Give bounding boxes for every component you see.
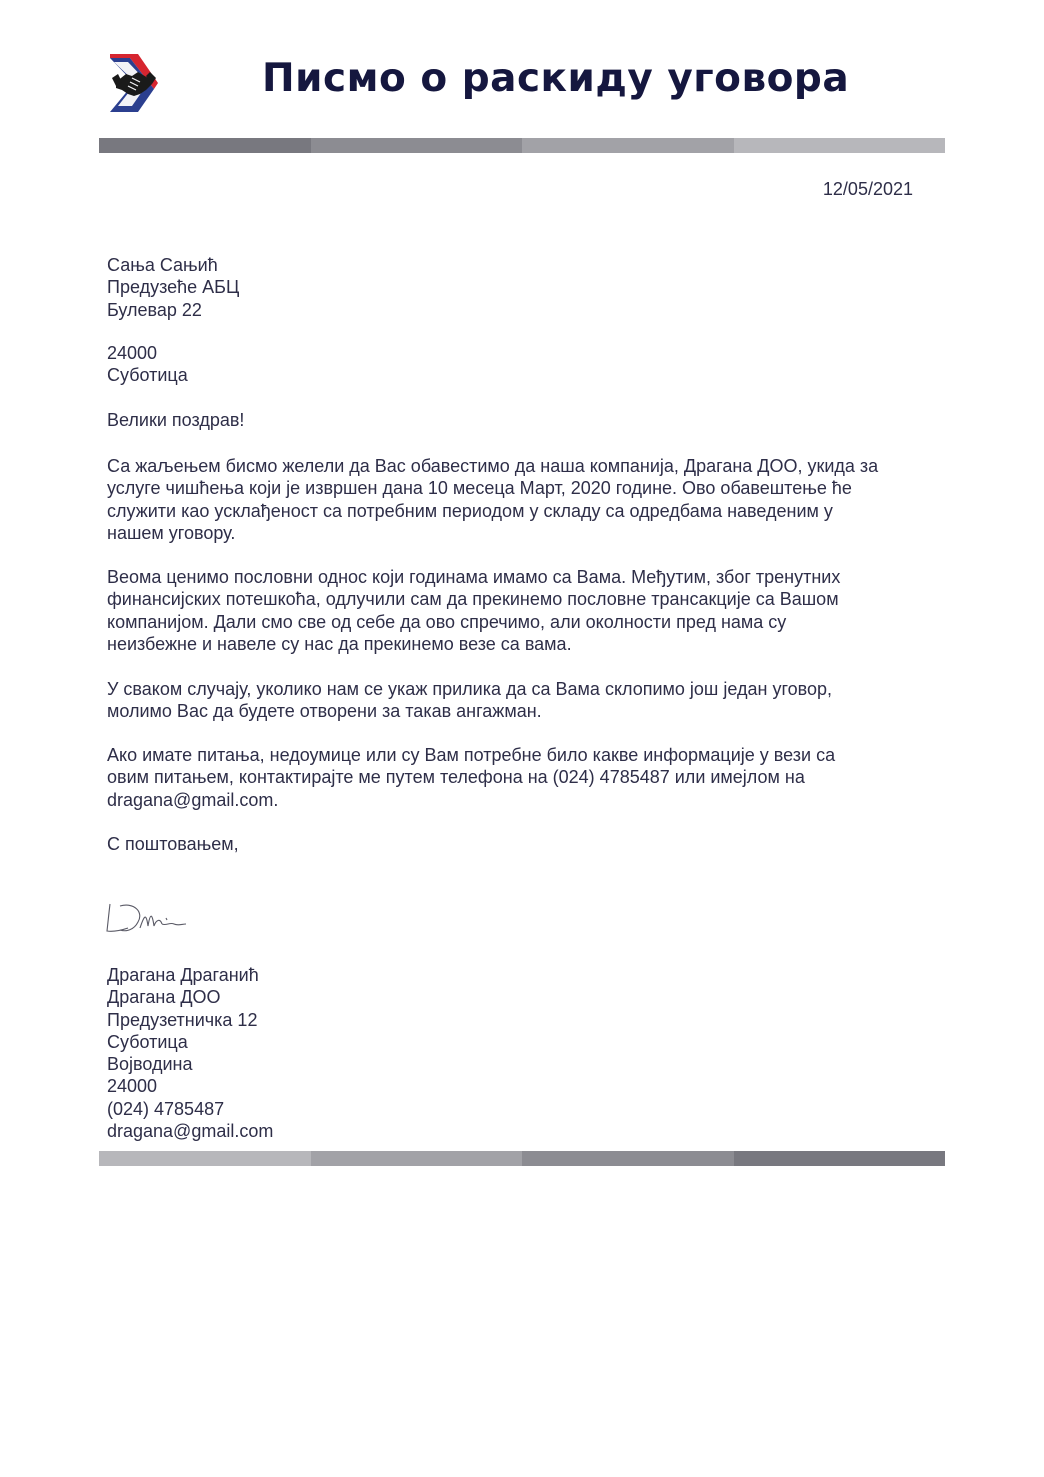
paragraph-line: Са жаљењем бисмо желели да Вас обавестимо да наша компанија, Драгана ДОО, укида за (107, 456, 879, 476)
paragraph-line: У сваком случају, уколико нам се укаж прилика да са Вама склопимо још један уговор, (107, 679, 833, 699)
paragraph-line: овим питањем, контактирајте ме путем телефона на (024) 4785487 или имејлом на (107, 767, 805, 788)
sender-region: Војводина (107, 1054, 193, 1075)
paragraph-line: финансијских потешкоћа, одлучили сам да прекинемо пословне трансакције са Вашом (107, 589, 839, 610)
sender-city: Суботица (107, 1031, 188, 1052)
body-paragraph-3 (107, 678, 947, 723)
recipient-city-block (107, 342, 947, 387)
paragraph-line: молимо Вас да будете отворени за такав ангажман. (107, 701, 542, 722)
recipient-name: Сања Сањић (107, 255, 218, 275)
bar-segment (522, 138, 734, 153)
sender-postal-code: 24000 (107, 1076, 158, 1097)
bar-segment (522, 1151, 734, 1166)
sender-street: Предузетничка 12 (107, 1009, 258, 1030)
company-logo (108, 52, 160, 114)
bar-segment (99, 1151, 311, 1166)
body-paragraph-2 (107, 566, 947, 655)
greeting: Велики поздрав! (107, 410, 245, 430)
paragraph-line: Ако имате питања, недоумице или су Вам потребне било какве информације у вези са (107, 745, 836, 765)
letter-date: 12/05/2021 (822, 179, 913, 199)
header-divider-bar (99, 138, 945, 153)
paragraph-line: Веома ценимо пословни однос који годинама имамо са Вама. Међутим, због тренутних (107, 567, 841, 587)
paragraph-line: компанијом. Дали смо све од себе да ово спречимо, али околности пред нама су (107, 611, 787, 632)
paragraph-line: dragana@gmail.com. (107, 789, 279, 810)
sender-name: Драгана Драганић (107, 965, 259, 985)
paragraph-line: неизбежне и навеле су нас да прекинемо везе са вама. (107, 633, 572, 654)
recipient-company: Предузеће АБЦ (107, 277, 240, 298)
bar-segment (734, 1151, 946, 1166)
handwritten-signature (104, 898, 188, 936)
recipient-address (107, 254, 947, 321)
recipient-street: Булевар 22 (107, 299, 202, 320)
bar-segment (734, 138, 946, 153)
closing: С поштовањем, (107, 834, 239, 854)
sender-email: dragana@gmail.com (107, 1121, 274, 1142)
page-title: Писмо о раскиду уговора (262, 56, 850, 101)
sender-address (107, 964, 947, 1142)
paragraph-line: нашем уговору. (107, 522, 236, 543)
sender-phone: (024) 4785487 (107, 1098, 225, 1119)
bar-segment (311, 138, 523, 153)
recipient-city: Суботица (107, 365, 188, 386)
bar-segment (99, 138, 311, 153)
body-paragraph-1 (107, 455, 947, 544)
paragraph-line: служити као усклађеност са потребним периодом у складу са одредбама наведеним у (107, 500, 833, 521)
body-paragraph-4 (107, 744, 947, 811)
paragraph-line: услуге чишћења који је извршен дана 10 месеца Март, 2020 године. Ово обавештење ће (107, 478, 852, 499)
sender-company: Драгана ДОО (107, 987, 221, 1008)
footer-divider-bar (99, 1151, 945, 1166)
bar-segment (311, 1151, 523, 1166)
recipient-postal-code: 24000 (107, 343, 158, 363)
